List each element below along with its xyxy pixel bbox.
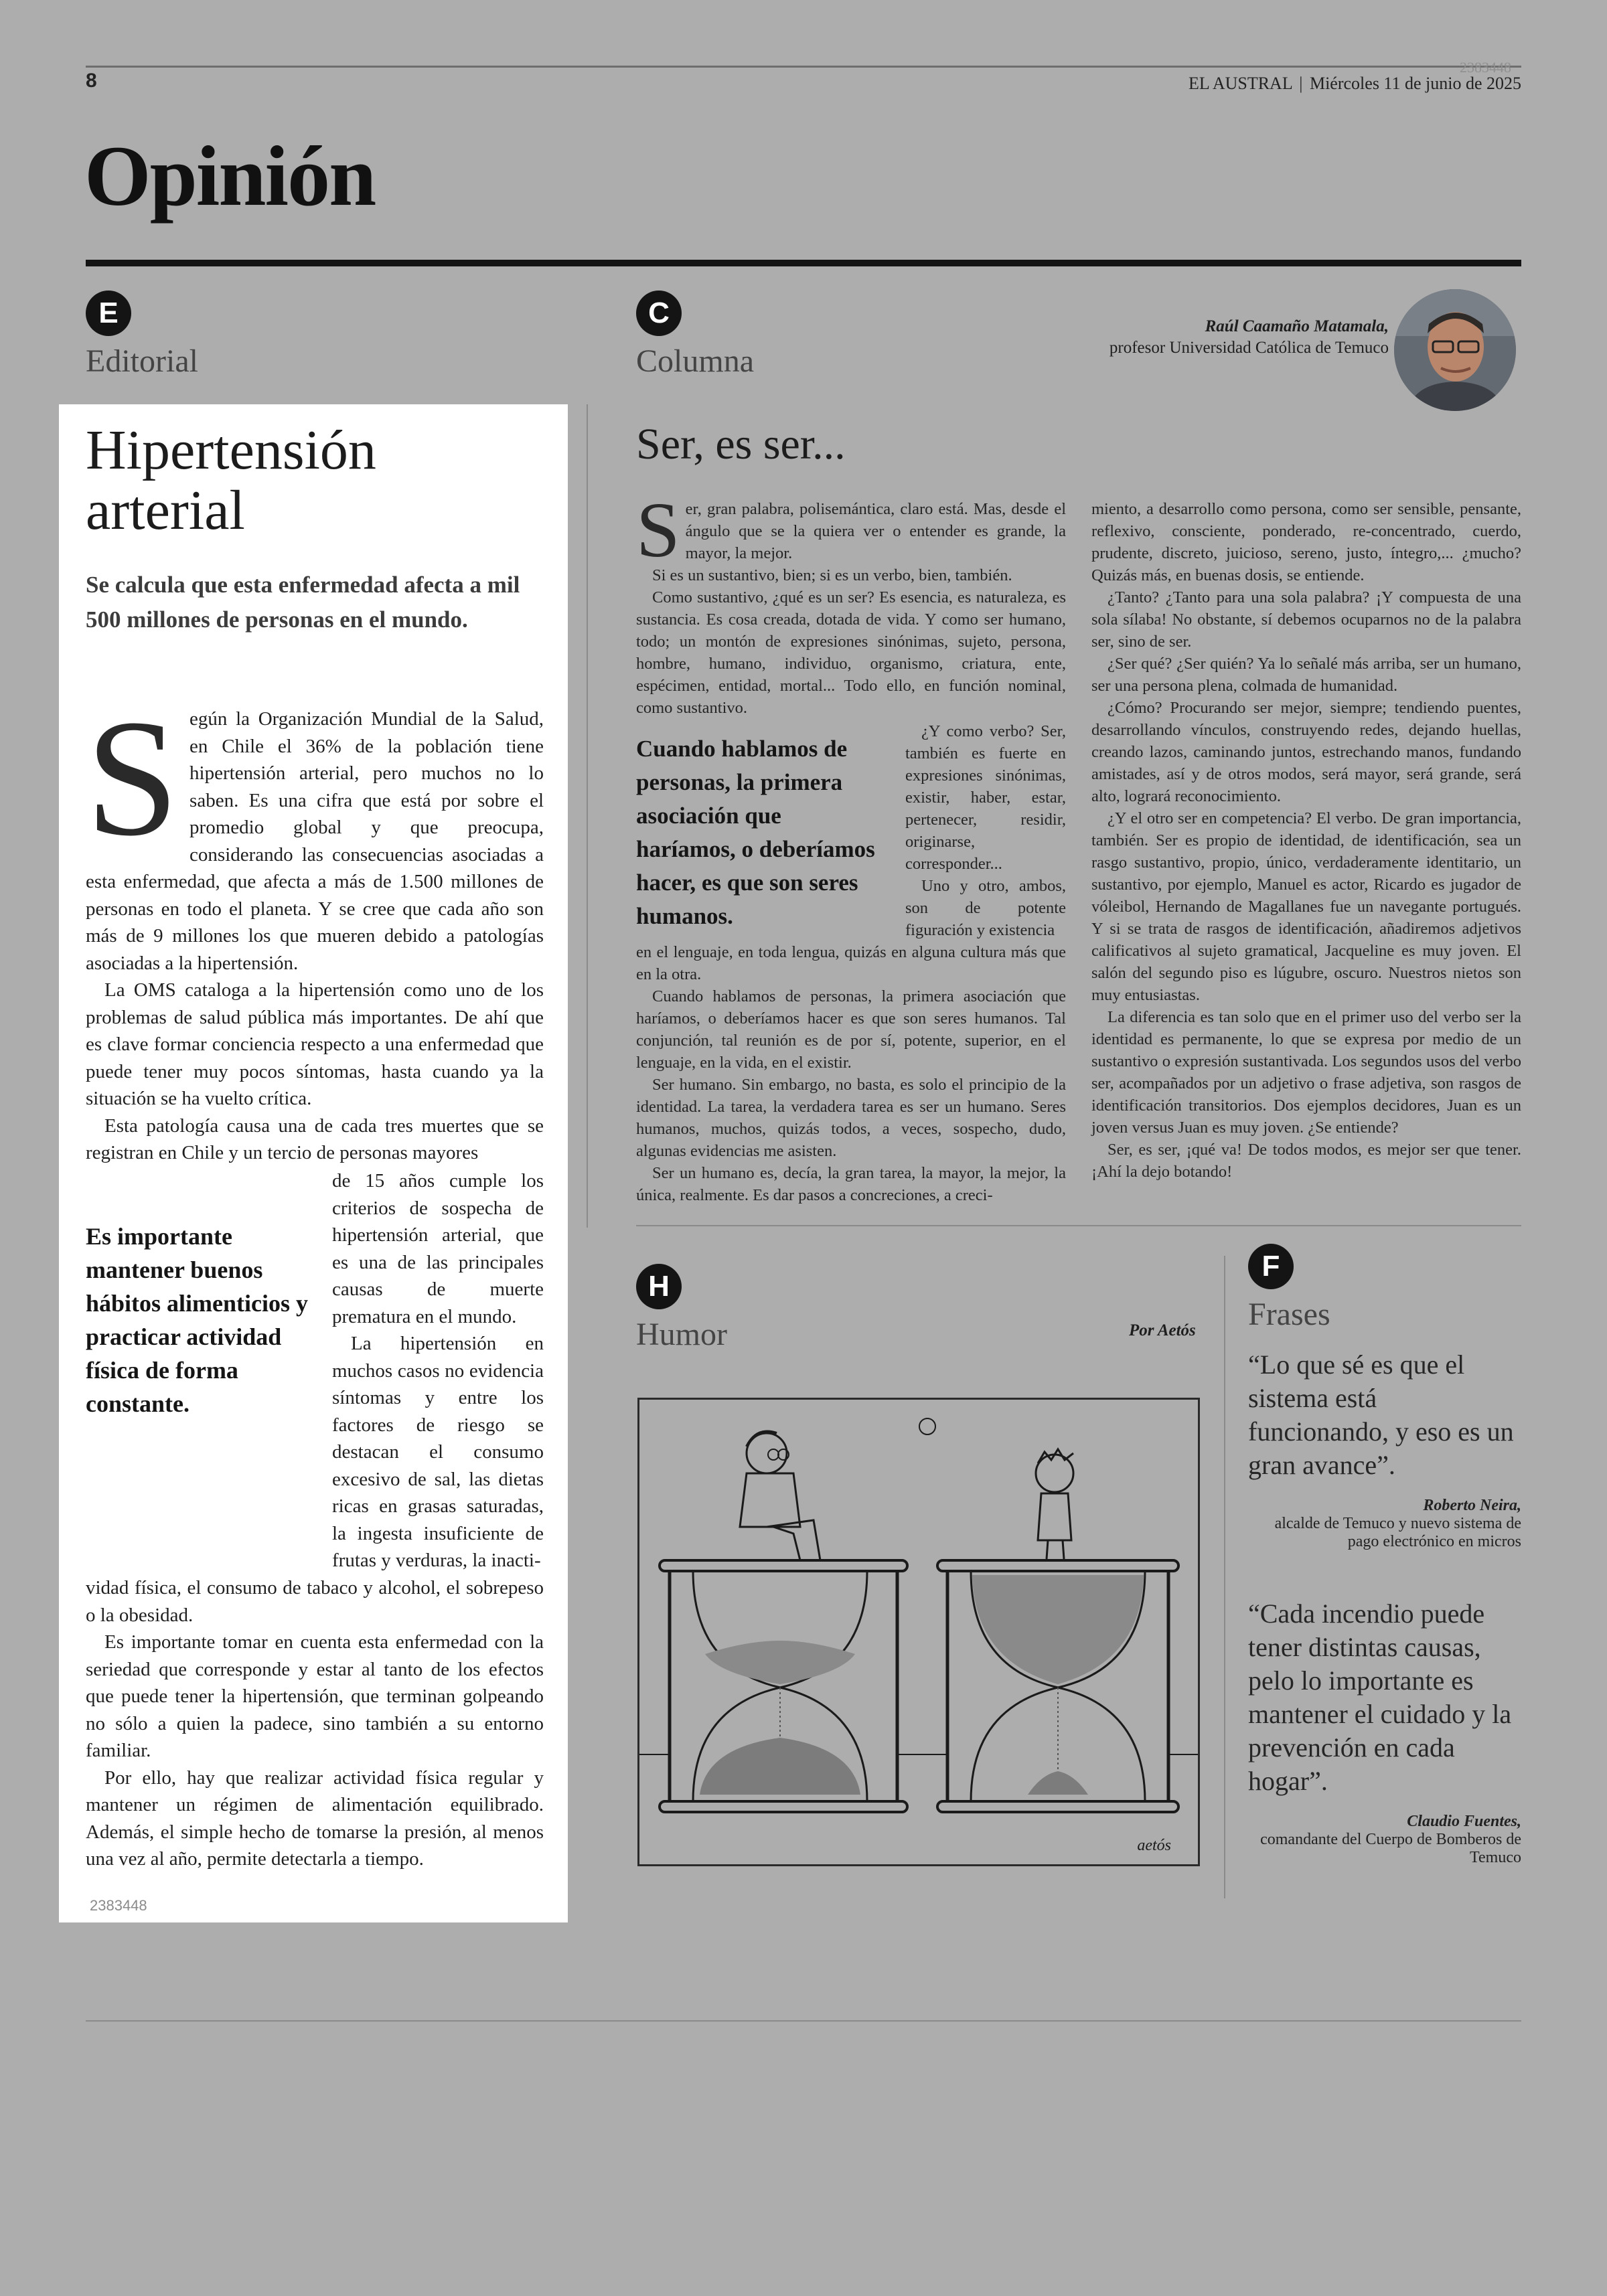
column-paragraph: miento, a desarrollo como persona, como ser sensible, pensante, reflexivo, consciente, ponderado, re-concentrado, cuerdo, prudente, discreto, juicioso, sereno, justo, íntegro,... ¿mucho? Quizás más, en buenas dosis, se entiende. bbox=[1091, 500, 1521, 584]
frases-quote-1: “Lo que sé es que el sistema está funcionando, y eso es un gran avance”. bbox=[1248, 1349, 1514, 1480]
author-photo bbox=[1394, 289, 1516, 411]
footer-rule bbox=[86, 2020, 1521, 2022]
editorial-dropcap: S bbox=[86, 685, 179, 871]
column-paragraph: ¿Y el otro ser en competencia? El verbo. De gran importancia, también. Ser es propio de identidad, de identificación, sea un rasgo sustantivo, propio, único, verdaderamente identitario, un sustantivo, por ejemplo, Manuel es actor, Ricardo es jugador de vóleibol, Hernando de Magallanes fue un navegante portugués. Y si se trata de rasgos de identificación, añadiremos adjetivos calificativos al sujeto gramatical, Jacqueline es muy joven. El salón del segundo piso es lúgubre, oscuro. Nuestros nietos son muy entusiastas. bbox=[1091, 809, 1521, 1004]
column-label: Columna bbox=[636, 343, 754, 379]
column-pullquote: Cuando hablamos de personas, la primera asociación que haríamos, o deberíamos hacer, es que son seres humanos. bbox=[636, 736, 875, 929]
column-paragraph: Ser, es ser, ¡qué va! De todos modos, es mejor ser que tener. ¡Ahí la dejo botando! bbox=[1091, 1141, 1521, 1181]
hourglass-cartoon-icon bbox=[639, 1400, 1198, 1864]
humor-badge: H bbox=[636, 1264, 682, 1309]
editorial-pullquote: Es importante mantener buenos hábitos alimenticios y practicar actividad física de forma constante. bbox=[86, 1223, 309, 1417]
frases-attribution-1 bbox=[1248, 1497, 1521, 1551]
humor-byline: Por Aetós bbox=[1129, 1321, 1196, 1339]
editorial-paragraph: La hipertensión en muchos casos no evidencia síntomas y entre los factores de riesgo se destacan el consumo excesivo de sal, las dietas ricas en grasas saturadas, la ingesta insuficiente de frutas y verduras, la inacti- bbox=[332, 1333, 544, 1571]
quote-author-role: comandante del Cuerpo de Bomberos de Temuco bbox=[1260, 1831, 1521, 1866]
editorial-paragraph: La OMS cataloga a la hipertensión como uno de los problemas de salud pública más importantes. De ahí que es clave formar conciencia respecto a una enfermedad que puede tener muy pocos síntomas, hasta cuando ya la situación se ha vuelto crítica. bbox=[86, 979, 544, 1109]
column-badge: C bbox=[636, 291, 682, 336]
editorial-text-narrow bbox=[332, 1167, 544, 1574]
issue-date: Miércoles 11 de junio de 2025 bbox=[1309, 74, 1521, 93]
editorial-badge: E bbox=[86, 291, 131, 336]
frases-label: Frases bbox=[1248, 1297, 1330, 1332]
column-paragraph: Cuando hablamos de personas, la primera asociación que haríamos, o deberíamos hacer es que son seres humanos. Tal conjunción, tal reunión es de por sí, potente, superior, en el lenguaje, en la vida, en el existir. bbox=[636, 987, 1066, 1072]
editorial-paragraph: Por ello, hay que realizar actividad física regular y mantener un régimen de alimentación equilibrado. Además, el simple hecho de tomarse la presión, al menos una vez al año, permite detectarla a tiempo. bbox=[86, 1767, 544, 1870]
quote-author-name: Claudio Fuentes, bbox=[1407, 1813, 1521, 1830]
quote-author-role: alcalde de Temuco y nuevo sistema de pago electrónico en micros bbox=[1274, 1515, 1521, 1550]
frases-attribution-2 bbox=[1248, 1813, 1521, 1867]
column-paragraph: Si es un sustantivo, bien; si es un verbo, bien, también. bbox=[652, 566, 1012, 584]
editorial-intro: egún la Organización Mundial de la Salud, en Chile el 36% de la población tiene hipertensión arterial, pero muchos no lo saben. Es una cifra que está por sobre el promedio global y que preocupa, considerando las consecuencias asociadas a esta enfermedad, que afecta a más de 1.500 millones de personas en todo el planeta. Y se cree que cada año son más de 9 millones los que mueren debido a patologías asociadas a la hipertensión. bbox=[86, 708, 544, 974]
column-dropcap: S bbox=[636, 486, 680, 574]
editorial-paragraph: vidad física, el consumo de tabaco y alcohol, el sobrepeso o la obesidad. bbox=[86, 1577, 544, 1626]
vertical-divider-column bbox=[587, 404, 588, 1228]
editorial-text-top bbox=[86, 685, 544, 1167]
editorial-headline: Hipertensión arterial bbox=[86, 419, 376, 542]
editorial-label: Editorial bbox=[86, 343, 198, 379]
column-paragraph: Ser un humano es, decía, la gran tarea, la mayor, la mejor, la única, realmente. Es dar pasos a concreciones, a creci- bbox=[636, 1164, 1066, 1204]
editorial-paragraph: Es importante tomar en cuenta esta enfermedad con la seriedad que corresponde y estar al tanto de los efectos que puede tener la hipertensión, que terminan golpeando no sólo a quien la padece, sino también a su entorno familiar. bbox=[86, 1631, 544, 1761]
column-intro: er, gran palabra, polisemántica, claro está. Mas, desde el ángulo que se la quiera ver o entender es grande, la mayor, la mejor. bbox=[685, 500, 1066, 562]
column-text-2 bbox=[636, 941, 1066, 1206]
author-role: profesor Universidad Católica de Temuco bbox=[1109, 339, 1389, 357]
column-text-1 bbox=[636, 486, 1066, 719]
column-bottom-rule bbox=[636, 1225, 1521, 1226]
section-title: Opinión bbox=[84, 129, 376, 224]
humor-label: Humor bbox=[636, 1317, 727, 1352]
column-paragraph: ¿Tanto? ¿Tanto para una sola palabra? ¡Y compuesta de una sola sílaba! No obstante, sí debemos ocuparnos no de la palabra ser, sino de ser. bbox=[1091, 588, 1521, 651]
column-paragraph: Uno y otro, ambos, son de potente figuración y existencia bbox=[905, 877, 1066, 939]
column-paragraph: Ser humano. Sin embargo, no basta, es solo el principio de la identidad. La tarea, la verdadera tarea es ser un humano. Seres humanos, muchos, quizás todos, a veces, sospecho, dudo, algunas evidencias me asisten. bbox=[636, 1076, 1066, 1160]
column-text-side bbox=[905, 720, 1066, 941]
top-rule bbox=[86, 66, 1521, 68]
editorial-subhead: Se calcula que esta enfermedad afecta a mil 500 millones de personas en el mundo. bbox=[86, 572, 520, 633]
column-paragraph: La diferencia es tan solo que en el primer uso del verbo ser la identidad es permanente, lo que se expresa por medio de un sustantivo o expresión sustantivada. Los segundos usos del verbo ser, acompañados por un adjetivo o frase adjetiva, son rasgos de identificación transitorios. Dos ejemplos decidores, Juan es un joven versus Juan es muy joven. ¿Se entiende? bbox=[1091, 1008, 1521, 1137]
editorial-paragraph: Esta patología causa una de cada tres muertes que se registran en Chile y un tercio de personas mayores bbox=[86, 1115, 544, 1163]
cartoon-frame bbox=[637, 1398, 1200, 1866]
editorial-text-bottom bbox=[86, 1574, 544, 1873]
quote-author-name: Roberto Neira, bbox=[1423, 1497, 1521, 1514]
vertical-divider-frases bbox=[1224, 1256, 1225, 1898]
page-number: 8 bbox=[86, 70, 97, 92]
column-headline: Ser, es ser... bbox=[636, 420, 846, 469]
column-paragraph: Como sustantivo, ¿qué es un ser? Es esencia, es naturaleza, es sustancia. Es cosa creada, dotada de vida. Y como ser humano, todo; un montón de expresiones sinónimas, sujeto, persona, hombre, humano, individuo, organismo, criatura, ente, espécimen, entidad, mortal... Todo ello, en función nominal, como sustantivo. bbox=[636, 588, 1066, 717]
column-paragraph: ¿Y como verbo? Ser, también es fuerte en expresiones sinónimas, existir, haber, estar, pertenecer, residir, originarse, corresponder... bbox=[905, 722, 1066, 873]
paper-name: EL AUSTRAL bbox=[1188, 74, 1292, 93]
section-rule bbox=[86, 260, 1521, 266]
editorial-id-mark: 2383448 bbox=[90, 1897, 147, 1914]
column-paragraph: ¿Cómo? Procurando ser mejor, siempre; tendiendo puentes, desarrollando vínculos, construyendo redes, dejando huellas, creando lazos, caminando juntos, estrechando manos, fundando amistades, así y de otros modos, será mayor, será grande, será alto, logrará reconocimiento. bbox=[1091, 699, 1521, 805]
author-name: Raúl Caamaño Matamala, bbox=[1205, 317, 1389, 335]
masthead-dateline: EL AUSTRAL | Miércoles 11 de junio de 2025 bbox=[1188, 74, 1521, 93]
editorial-paragraph: de 15 años cumple los criterios de sospecha de hipertensión arterial, que es una de las principales causas de muerte prematura en el mundo. bbox=[332, 1170, 544, 1327]
cartoon-signature: aetós bbox=[1137, 1837, 1171, 1854]
header-id-mark: 2383448 bbox=[1460, 59, 1511, 76]
column-paragraph: en el lenguaje, en toda lengua, quizás en alguna cultura más que en la otra. bbox=[636, 943, 1066, 983]
frases-quote-2: “Cada incendio puede tener distintas causas, pelo lo importante es mantener el cuidado y la prevención en cada hogar”. bbox=[1248, 1598, 1512, 1796]
column-paragraph: ¿Ser qué? ¿Ser quién? Ya lo señalé más arriba, ser un humano, ser una persona plena, colmada de humanidad. bbox=[1091, 655, 1521, 695]
author-portrait-icon bbox=[1394, 289, 1516, 411]
frases-badge: F bbox=[1248, 1244, 1294, 1289]
column-text-3 bbox=[1091, 498, 1521, 1183]
author-byline bbox=[1109, 317, 1389, 357]
